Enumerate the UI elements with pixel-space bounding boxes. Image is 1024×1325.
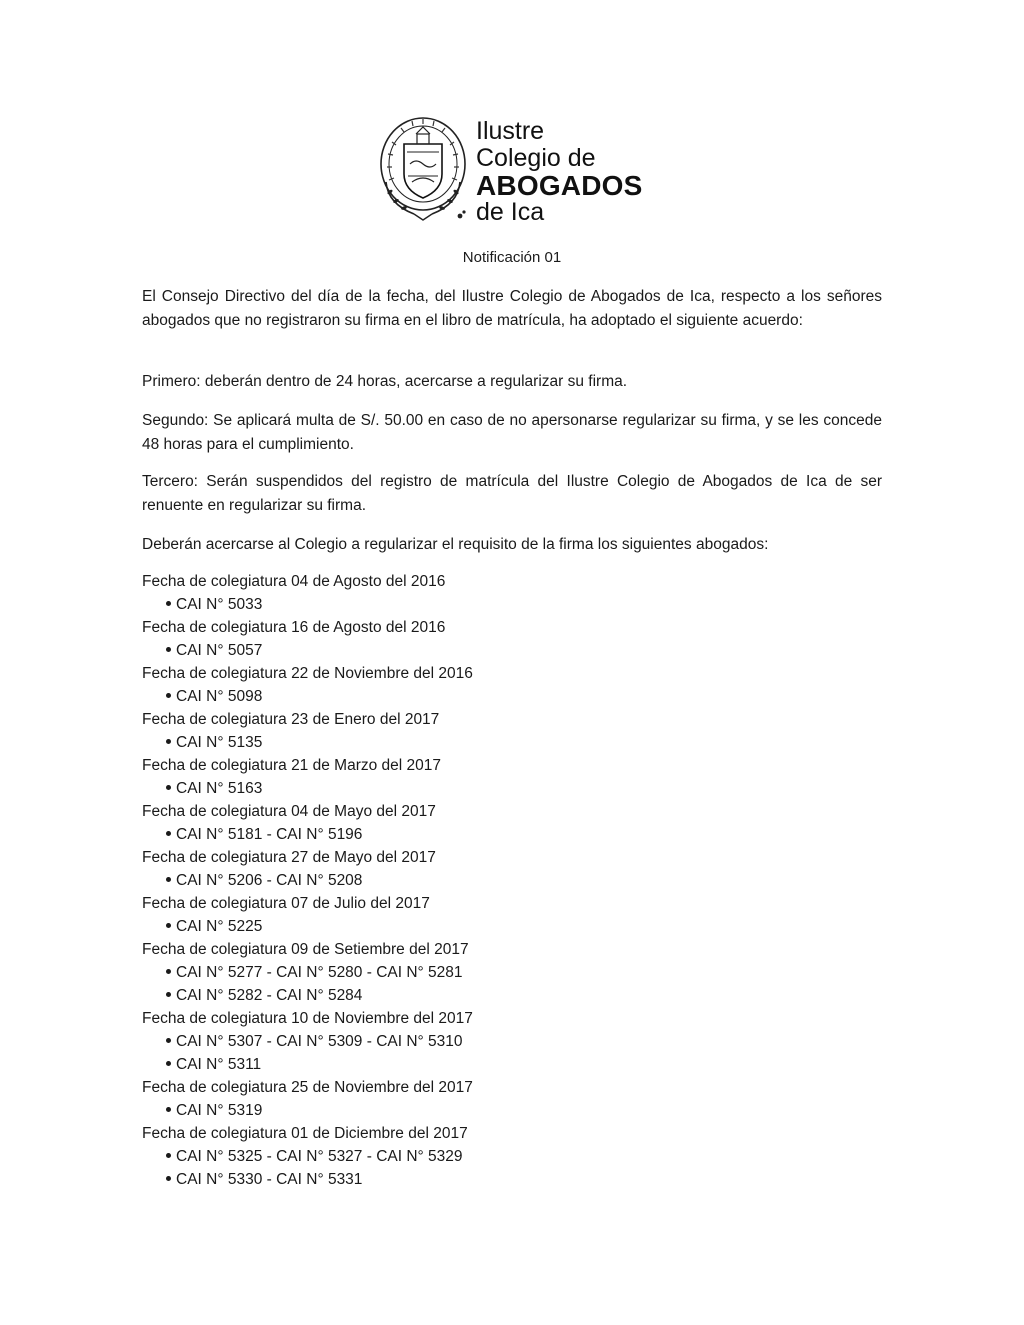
bullet-icon <box>166 969 171 974</box>
cai-numbers: CAI N° 5307 - CAI N° 5309 - CAI N° 5310 <box>176 1033 463 1050</box>
list-item <box>142 685 882 708</box>
list-item <box>142 639 882 662</box>
cai-numbers: CAI N° 5277 - CAI N° 5280 - CAI N° 5281 <box>176 964 463 981</box>
cai-numbers: CAI N° 5135 <box>176 734 263 751</box>
institution-logo <box>376 112 666 230</box>
colegiatura-date: Fecha de colegiatura 27 de Mayo del 2017 <box>142 849 436 866</box>
list-item <box>142 984 882 1007</box>
colegiatura-date: Fecha de colegiatura 25 de Noviembre del 2017 <box>142 1079 473 1096</box>
colegiatura-date: Fecha de colegiatura 09 de Setiembre del 2017 <box>142 941 469 958</box>
bullet-icon <box>166 831 171 836</box>
cai-numbers: CAI N° 5057 <box>176 642 263 659</box>
list-item <box>142 1145 882 1168</box>
bullet-icon <box>166 647 171 652</box>
segundo-paragraph: Segundo: Se aplicará multa de S/. 50.00 en caso de no apersonarse regularizar su firma, y se les concede 48 horas para el cumplimiento. <box>142 412 882 453</box>
seal-emblem-icon <box>376 112 470 226</box>
bullet-icon <box>166 1153 171 1158</box>
cai-numbers: CAI N° 5033 <box>176 596 263 613</box>
bullet-icon <box>166 601 171 606</box>
cai-numbers: CAI N° 5282 - CAI N° 5284 <box>176 987 363 1004</box>
logo-line-4: de Ica <box>476 198 545 226</box>
lead-paragraph: Deberán acercarse al Colegio a regularizar el requisito de la firma los siguientes abogados: <box>142 536 769 553</box>
cai-numbers: CAI N° 5311 <box>176 1056 262 1073</box>
colegiatura-date: Fecha de colegiatura 21 de Marzo del 2017 <box>142 757 442 774</box>
cai-numbers: CAI N° 5163 <box>176 780 263 797</box>
cai-numbers: CAI N° 5330 - CAI N° 5331 <box>176 1171 363 1188</box>
cai-numbers: CAI N° 5206 - CAI N° 5208 <box>176 872 363 889</box>
bullet-icon <box>166 877 171 882</box>
colegiatura-date: Fecha de colegiatura 04 de Mayo del 2017 <box>142 803 436 820</box>
cai-numbers: CAI N° 5225 <box>176 918 263 935</box>
colegiatura-date: Fecha de colegiatura 07 de Julio del 2017 <box>142 895 430 912</box>
colegiatura-date: Fecha de colegiatura 16 de Agosto del 2016 <box>142 619 446 636</box>
colegiatura-date: Fecha de colegiatura 01 de Diciembre del 2017 <box>142 1125 468 1142</box>
document-title: Notificación 01 <box>462 249 562 266</box>
list-item <box>142 1030 882 1053</box>
list-item <box>142 869 882 892</box>
cai-numbers: CAI N° 5319 <box>176 1102 263 1119</box>
bullet-icon <box>166 1107 171 1112</box>
logo-line-2: Colegio de <box>476 144 596 172</box>
intro-paragraph: El Consejo Directivo del día de la fecha, del Ilustre Colegio de Abogados de Ica, respecto a los señores abogados que no registraron su firma en el libro de matrícula, ha adoptado el siguiente acuerdo: <box>142 288 882 329</box>
list-item <box>142 1053 882 1076</box>
bullet-icon <box>166 1061 171 1066</box>
list-item <box>142 823 882 846</box>
list-item <box>142 731 882 754</box>
bullet-icon <box>166 1176 171 1181</box>
logo-wordmark <box>476 118 643 226</box>
primero-paragraph: Primero: deberán dentro de 24 horas, acercarse a regularizar su firma. <box>142 373 628 390</box>
colegiatura-date: Fecha de colegiatura 10 de Noviembre del 2017 <box>142 1010 473 1027</box>
cai-numbers: CAI N° 5325 - CAI N° 5327 - CAI N° 5329 <box>176 1148 463 1165</box>
list-item <box>142 1168 882 1191</box>
bullet-icon <box>166 785 171 790</box>
lawyers-list <box>142 570 882 1191</box>
cai-numbers: CAI N° 5181 - CAI N° 5196 <box>176 826 363 843</box>
bullet-icon <box>166 992 171 997</box>
list-item <box>142 961 882 984</box>
colegiatura-date: Fecha de colegiatura 23 de Enero del 2017 <box>142 711 440 728</box>
list-item <box>142 915 882 938</box>
bullet-icon <box>166 693 171 698</box>
colegiatura-date: Fecha de colegiatura 22 de Noviembre del 2016 <box>142 665 473 682</box>
list-item <box>142 777 882 800</box>
bullet-icon <box>166 923 171 928</box>
bullet-icon <box>166 1038 171 1043</box>
cai-numbers: CAI N° 5098 <box>176 688 263 705</box>
colegiatura-date: Fecha de colegiatura 04 de Agosto del 2016 <box>142 573 446 590</box>
logo-line-3: ABOGADOS <box>476 170 643 201</box>
list-item <box>142 1099 882 1122</box>
tercero-paragraph: Tercero: Serán suspendidos del registro de matrícula del Ilustre Colegio de Abogados de Ica de ser renuente en regularizar su firma. <box>142 473 882 514</box>
bullet-icon <box>166 739 171 744</box>
logo-line-1: Ilustre <box>476 117 545 145</box>
list-item <box>142 593 882 616</box>
